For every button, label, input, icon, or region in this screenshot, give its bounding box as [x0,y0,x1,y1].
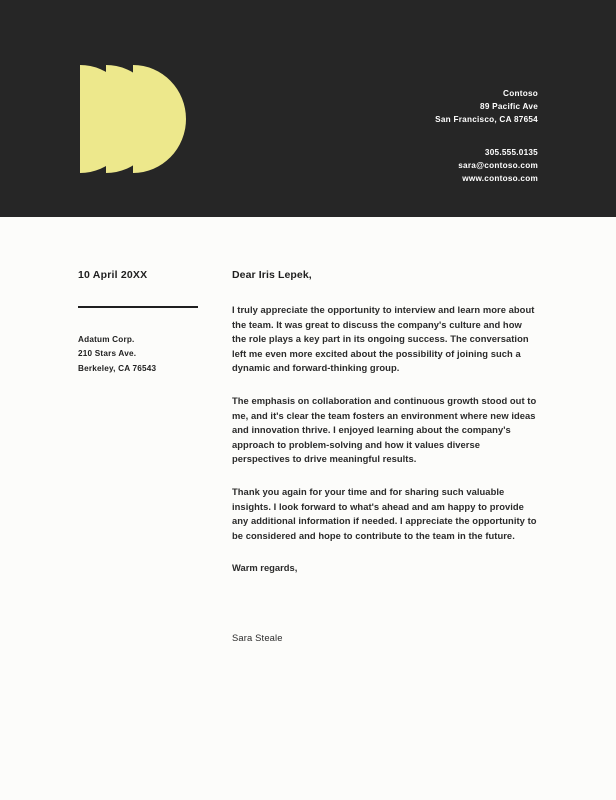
contact-address-block [435,87,538,127]
paragraph-1: I truly appreciate the opportunity to interview and learn more about the team. It was great to discuss the company's culture and how the role plays a key part in its ongoing success. The conversation left me even more excited about the possibility of joining such a dynamic and forward-thinking group. [232,304,535,374]
recipient-street: 210 Stars Ave. [78,349,137,358]
paragraph-2: The emphasis on collaboration and continuous growth stood out to me, and it's clear the team fosters an environment where new ideas and innovation thrive. I enjoyed learning about the company's approach to problem-solving and how it values diverse perspectives to drive meaningful results. [232,394,537,465]
company-phone[interactable]: 305.555.0135 [484,147,538,157]
company-name: Contoso [503,89,538,98]
closing-line: Warm regards, [232,562,298,574]
contact-details-block [435,146,538,186]
salutation: Dear Iris Lepek, [232,269,312,281]
contoso-logo [80,65,186,173]
letter-content-column [232,269,538,643]
recipient-company: Adatum Corp. [78,334,135,344]
signature-name: Sara Steale [232,631,283,643]
header-band [0,0,616,217]
letter-meta-column [78,269,218,376]
divider-rule [78,306,198,308]
company-street: 89 Pacific Ave [480,102,538,112]
recipient-city-state-zip: Berkeley, CA 76543 [78,363,157,373]
letter-date: 10 April 20XX [78,269,148,281]
company-email[interactable]: sara@contoso.com [458,160,538,170]
contact-info [435,87,538,185]
company-website[interactable]: www.contoso.com [462,174,538,184]
paragraph-3: Thank you again for your time and for sharing such valuable insights. I look forward to what's ahead and am happy to provide any additional information if needed. I appreciate the opportunity to be considered and hope to contribute to the team in the future. [232,485,537,541]
company-city-state-zip: San Francisco, CA 87654 [435,115,538,125]
logo-half-disc-3 [133,65,186,173]
recipient-address [78,333,218,377]
